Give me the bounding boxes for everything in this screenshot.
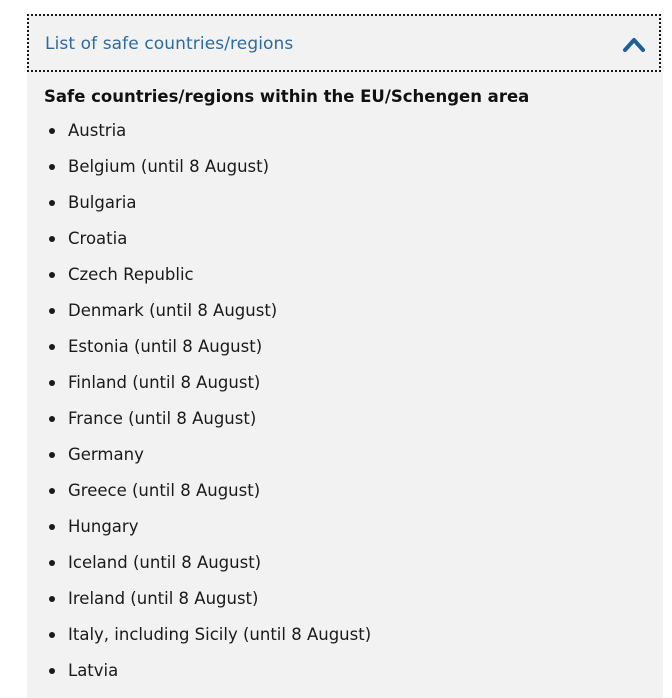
country-name: Latvia — [68, 661, 119, 680]
bullet-icon — [49, 668, 55, 674]
country-name: Bulgaria — [68, 193, 137, 212]
list-item — [44, 545, 371, 581]
country-name: France (until 8 August) — [68, 409, 257, 428]
bullet-icon — [49, 488, 55, 494]
chevron-up-icon[interactable] — [623, 36, 645, 52]
accordion-toggle-safe-countries[interactable] — [27, 14, 661, 72]
bullet-icon — [49, 380, 55, 386]
list-item — [44, 509, 371, 545]
bullet-icon — [49, 524, 55, 530]
bullet-icon — [49, 164, 55, 170]
country-name: Ireland (until 8 August) — [68, 589, 259, 608]
country-name: Czech Republic — [68, 265, 194, 284]
country-name: Germany — [68, 445, 144, 464]
list-item — [44, 149, 371, 185]
bullet-icon — [49, 128, 55, 134]
country-name: Denmark (until 8 August) — [68, 301, 278, 320]
country-name: Greece (until 8 August) — [68, 481, 261, 500]
country-name: Finland (until 8 August) — [68, 373, 261, 392]
list-item — [44, 401, 371, 437]
list-item — [44, 293, 371, 329]
bullet-icon — [49, 344, 55, 350]
list-item — [44, 257, 371, 293]
country-name: Iceland (until 8 August) — [68, 553, 262, 572]
list-item — [44, 185, 371, 221]
bullet-icon — [49, 596, 55, 602]
country-name: Estonia (until 8 August) — [68, 337, 263, 356]
accordion-panel — [27, 14, 663, 698]
list-item — [44, 581, 371, 617]
bullet-icon — [49, 308, 55, 314]
list-item — [44, 365, 371, 401]
bullet-icon — [49, 200, 55, 206]
country-name: Belgium (until 8 August) — [68, 157, 270, 176]
country-list — [44, 113, 371, 689]
country-name: Hungary — [68, 517, 139, 536]
country-name: Austria — [68, 121, 127, 140]
list-item — [44, 617, 371, 653]
list-item — [44, 113, 371, 149]
list-item — [44, 473, 371, 509]
accordion-title: List of safe countries/regions — [45, 34, 294, 54]
bullet-icon — [49, 452, 55, 458]
bullet-icon — [49, 272, 55, 278]
section-heading: Safe countries/regions within the EU/Schengen area — [44, 87, 530, 106]
bullet-icon — [49, 632, 55, 638]
bullet-icon — [49, 416, 55, 422]
list-item — [44, 653, 371, 689]
bullet-icon — [49, 236, 55, 242]
list-item — [44, 221, 371, 257]
country-name: Italy, including Sicily (until 8 August) — [68, 625, 372, 644]
list-item — [44, 437, 371, 473]
list-item — [44, 329, 371, 365]
country-name: Croatia — [68, 229, 128, 248]
bullet-icon — [49, 560, 55, 566]
